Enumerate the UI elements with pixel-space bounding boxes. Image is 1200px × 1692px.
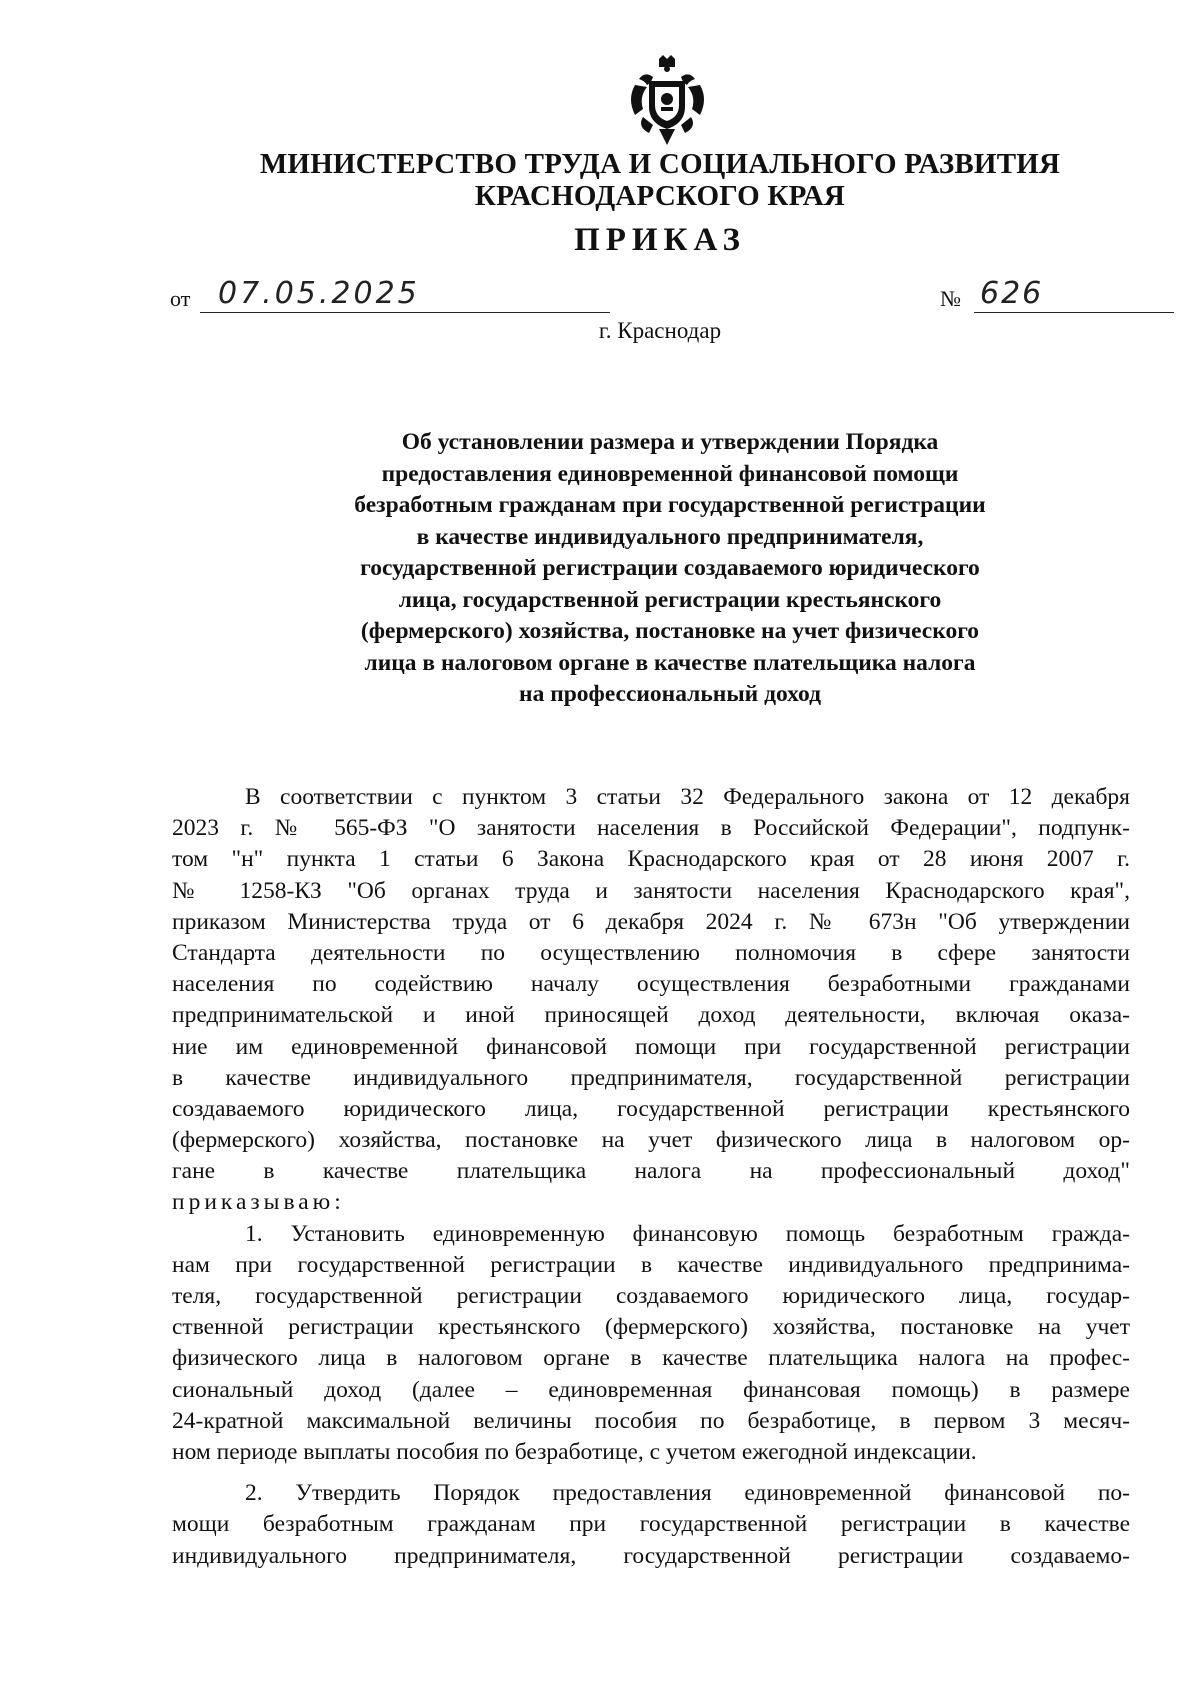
body-line: индивидуального предпринимателя, государственной регистрации создаваемо- bbox=[172, 1542, 1130, 1569]
body-line: населения по содействию началу осуществления безработными гражданами bbox=[172, 971, 1130, 998]
title-line: лица в налоговом органе в качестве плательщика налога bbox=[364, 649, 976, 676]
body-line: ние им единовременной финансовой помощи при государственной регистрации bbox=[172, 1033, 1130, 1060]
title-line: лица, государственной регистрации крестьянского bbox=[398, 586, 942, 613]
body-line: гане в качестве плательщика налога на профессиональный доход" bbox=[172, 1158, 1130, 1185]
handwritten-date: 07.05.2025 bbox=[218, 276, 420, 311]
number-label: № bbox=[940, 286, 961, 311]
body-line: создаваемого юридического лица, государственной регистрации крестьянского bbox=[172, 1095, 1130, 1122]
body-line: ном периоде выплаты пособия по безработице, с учетом ежегодной индексации. bbox=[172, 1438, 977, 1465]
preamble-paragraph bbox=[172, 782, 1130, 1219]
document-type-heading: ПРИКАЗ bbox=[574, 222, 746, 258]
title-line: безработным гражданам при государственной регистрации bbox=[354, 492, 986, 518]
body-line: сиональный доход (далее – единовременная финансовая помощь) в размере bbox=[172, 1376, 1130, 1403]
body-line: 2. Утвердить Порядок предоставления единовременной финансовой по- bbox=[245, 1480, 1130, 1507]
title-line: предоставления единовременной финансовой помощи bbox=[381, 460, 959, 487]
date-underline bbox=[200, 312, 610, 313]
item-2-paragraph bbox=[172, 1478, 1130, 1572]
body-line: предпринимательской и иной приносящей доход деятельности, включая оказа- bbox=[172, 1002, 1130, 1029]
title-line: государственной регистрации создаваемого юридического bbox=[360, 555, 980, 581]
body-line: 1. Установить единовременную финансовую помощь безработным гражда- bbox=[245, 1220, 1130, 1247]
body-line: 24-кратной максимальной величины пособия по безработице, в первом 3 месяч- bbox=[172, 1407, 1130, 1434]
city-line: г. Краснодар bbox=[598, 318, 722, 343]
coat-of-arms-emblem bbox=[625, 55, 710, 147]
handwritten-number: 626 bbox=[980, 276, 1044, 311]
body-line: нам при государственной регистрации в качестве индивидуального предпринима- bbox=[172, 1251, 1130, 1278]
body-line: в качестве индивидуального предпринимателя, государственной регистрации bbox=[172, 1064, 1130, 1091]
title-line: Об установлении размера и утверждении Порядка bbox=[401, 429, 939, 455]
body-line: Стандарта деятельности по осуществлению полномочия в сфере занятости bbox=[172, 939, 1130, 966]
item-1-paragraph bbox=[172, 1219, 1130, 1469]
body-line: приказом Министерства труда от 6 декабря 2024 г. № 673н "Об утверждении bbox=[172, 908, 1130, 935]
ministry-name-line-1: МИНИСТЕРСТВО ТРУДА И СОЦИАЛЬНОГО РАЗВИТИЯ bbox=[259, 148, 1061, 180]
body-line: мощи безработным гражданам при государственной регистрации в качестве bbox=[172, 1511, 1130, 1538]
ministry-name-line-2: КРАСНОДАРСКОГО КРАЯ bbox=[474, 180, 846, 212]
body-line: том "н" пункта 1 статьи 6 Закона Краснодарского края от 28 июня 2007 г. bbox=[172, 846, 1130, 873]
document-title bbox=[240, 427, 1100, 711]
order-word: приказываю: bbox=[172, 1189, 345, 1216]
body-line: теля, государственной регистрации создаваемого юридического лица, государ- bbox=[172, 1283, 1130, 1309]
body-line: 2023 г. № 565-ФЗ "О занятости населения в Российской Федерации", подпунк- bbox=[172, 815, 1130, 842]
paragraph-gap bbox=[172, 1468, 1130, 1478]
body-line: физического лица в налоговом органе в качестве плательщика налога на профес- bbox=[172, 1345, 1130, 1372]
body-line: № 1258-КЗ "Об органах труда и занятости населения Краснодарского края", bbox=[172, 877, 1130, 904]
body-line: (фермерского) хозяйства, постановке на учет физического лица в налоговом ор- bbox=[172, 1127, 1130, 1154]
title-line: в качестве индивидуального предпринимателя, bbox=[416, 523, 924, 550]
date-label: от bbox=[170, 286, 191, 311]
body-line: В соответствии с пунктом 3 статьи 32 Федерального закона от 12 декабря bbox=[245, 784, 1130, 810]
body-line: ственной регистрации крестьянского (фермерского) хозяйства, постановке на учет bbox=[172, 1314, 1130, 1341]
title-line: (фермерского) хозяйства, постановке на учет физического bbox=[360, 618, 980, 644]
number-underline bbox=[974, 312, 1174, 313]
title-line: на профессиональный доход bbox=[519, 681, 821, 707]
document-body bbox=[172, 782, 1130, 1572]
